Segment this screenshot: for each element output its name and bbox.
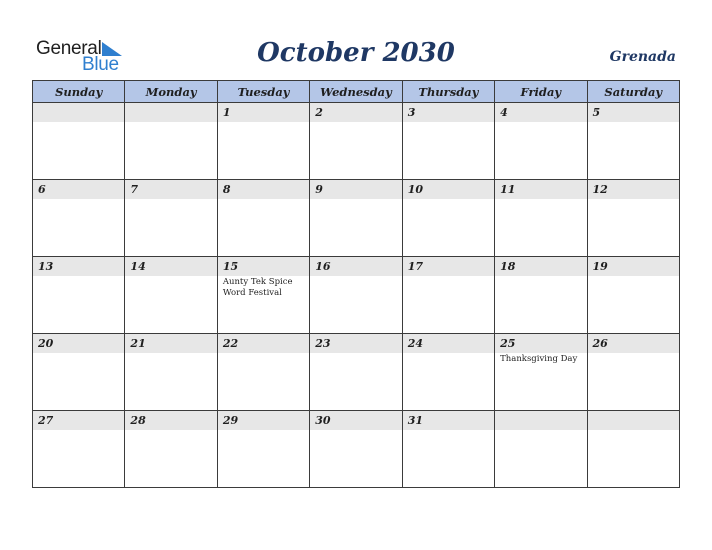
holiday-label — [588, 430, 679, 431]
day-cell — [217, 411, 309, 488]
day-number: 24 — [403, 334, 494, 353]
holiday-label — [495, 122, 586, 123]
holiday-label: Thanksgiving Day — [500, 354, 578, 364]
day-number: 14 — [125, 257, 216, 276]
holiday-label — [218, 430, 309, 431]
day-cell — [587, 180, 679, 257]
holiday-label — [588, 276, 679, 277]
day-number: 15 — [218, 257, 309, 276]
day-cell — [587, 257, 679, 334]
day-number: 29 — [218, 411, 309, 430]
day-cell — [310, 103, 402, 180]
holiday-label — [403, 353, 494, 354]
day-cell — [310, 257, 402, 334]
day-number: 20 — [33, 334, 124, 353]
day-cell — [310, 180, 402, 257]
day-number: 30 — [310, 411, 401, 430]
holiday-label — [495, 199, 586, 200]
day-cell — [33, 180, 125, 257]
day-cell — [125, 180, 217, 257]
day-number: 11 — [495, 180, 586, 199]
day-number: 18 — [495, 257, 586, 276]
day-cell — [495, 411, 587, 488]
holiday-label: Aunty Tek Spice Word Festival — [222, 277, 293, 298]
week-row — [33, 334, 680, 411]
logo-text-general: General — [36, 38, 102, 59]
day-cell — [495, 334, 587, 411]
generalblue-logo — [36, 38, 136, 74]
holiday-label — [125, 276, 216, 277]
day-cell — [587, 334, 679, 411]
holiday-label — [588, 122, 679, 123]
day-cell — [33, 334, 125, 411]
day-number: 12 — [588, 180, 679, 199]
day-cell — [310, 334, 402, 411]
day-number: 27 — [33, 411, 124, 430]
day-number: 10 — [403, 180, 494, 199]
day-cell — [495, 103, 587, 180]
day-cell — [217, 103, 309, 180]
day-number: 7 — [125, 180, 216, 199]
day-number: 8 — [218, 180, 309, 199]
weekday-header: Monday — [125, 81, 217, 103]
weekday-header: Thursday — [402, 81, 494, 103]
week-row — [33, 180, 680, 257]
day-number: 19 — [588, 257, 679, 276]
day-number: 22 — [218, 334, 309, 353]
weekday-header: Friday — [495, 81, 587, 103]
holiday-label — [125, 430, 216, 431]
day-number: 3 — [403, 103, 494, 122]
day-number — [33, 103, 124, 122]
day-number: 5 — [588, 103, 679, 122]
day-cell — [217, 257, 309, 334]
day-cell — [310, 411, 402, 488]
country-name: Grenada — [609, 49, 676, 65]
day-number: 1 — [218, 103, 309, 122]
holiday-label — [33, 122, 124, 123]
day-cell — [495, 180, 587, 257]
day-number: 16 — [310, 257, 401, 276]
weekday-header: Tuesday — [217, 81, 309, 103]
day-cell — [33, 257, 125, 334]
holiday-label — [403, 199, 494, 200]
week-row — [33, 411, 680, 488]
day-number: 4 — [495, 103, 586, 122]
holiday-label — [218, 199, 309, 200]
week-row — [33, 257, 680, 334]
weekday-header: Sunday — [33, 81, 125, 103]
day-number: 31 — [403, 411, 494, 430]
holiday-label — [403, 122, 494, 123]
day-cell — [125, 334, 217, 411]
holiday-label — [33, 199, 124, 200]
day-cell — [402, 334, 494, 411]
logo-text-blue: Blue — [82, 54, 119, 75]
day-number: 25 — [495, 334, 586, 353]
day-cell — [495, 257, 587, 334]
holiday-label — [33, 430, 124, 431]
day-cell — [402, 257, 494, 334]
holiday-label — [310, 199, 401, 200]
day-number: 2 — [310, 103, 401, 122]
calendar-title: October 2030 — [257, 38, 455, 68]
day-number: 23 — [310, 334, 401, 353]
holiday-label — [218, 353, 309, 354]
day-number — [495, 411, 586, 430]
day-number — [588, 411, 679, 430]
day-number: 6 — [33, 180, 124, 199]
holiday-label — [495, 430, 586, 431]
holiday-label — [588, 199, 679, 200]
day-number — [125, 103, 216, 122]
day-cell — [402, 103, 494, 180]
day-number: 28 — [125, 411, 216, 430]
weekday-header-row — [33, 81, 680, 103]
weekday-header: Wednesday — [310, 81, 402, 103]
day-cell — [587, 103, 679, 180]
holiday-label — [495, 276, 586, 277]
holiday-label — [33, 276, 124, 277]
holiday-label — [403, 276, 494, 277]
holiday-label — [310, 353, 401, 354]
day-cell — [125, 103, 217, 180]
day-cell — [33, 103, 125, 180]
day-cell — [125, 257, 217, 334]
holiday-label — [310, 276, 401, 277]
day-number: 17 — [403, 257, 494, 276]
day-number: 13 — [33, 257, 124, 276]
holiday-label — [125, 199, 216, 200]
day-cell — [217, 180, 309, 257]
day-number: 26 — [588, 334, 679, 353]
holiday-label — [125, 353, 216, 354]
month-calendar-grid — [32, 80, 680, 488]
day-cell — [402, 180, 494, 257]
holiday-label — [218, 122, 309, 123]
holiday-label — [310, 430, 401, 431]
day-cell — [33, 411, 125, 488]
holiday-label — [33, 353, 124, 354]
day-number: 21 — [125, 334, 216, 353]
holiday-label — [125, 122, 216, 123]
weekday-header: Saturday — [587, 81, 679, 103]
day-cell — [125, 411, 217, 488]
holiday-label — [588, 353, 679, 354]
holiday-label — [310, 122, 401, 123]
day-cell — [402, 411, 494, 488]
day-cell — [587, 411, 679, 488]
week-row — [33, 103, 680, 180]
day-cell — [217, 334, 309, 411]
day-number: 9 — [310, 180, 401, 199]
holiday-label — [403, 430, 494, 431]
